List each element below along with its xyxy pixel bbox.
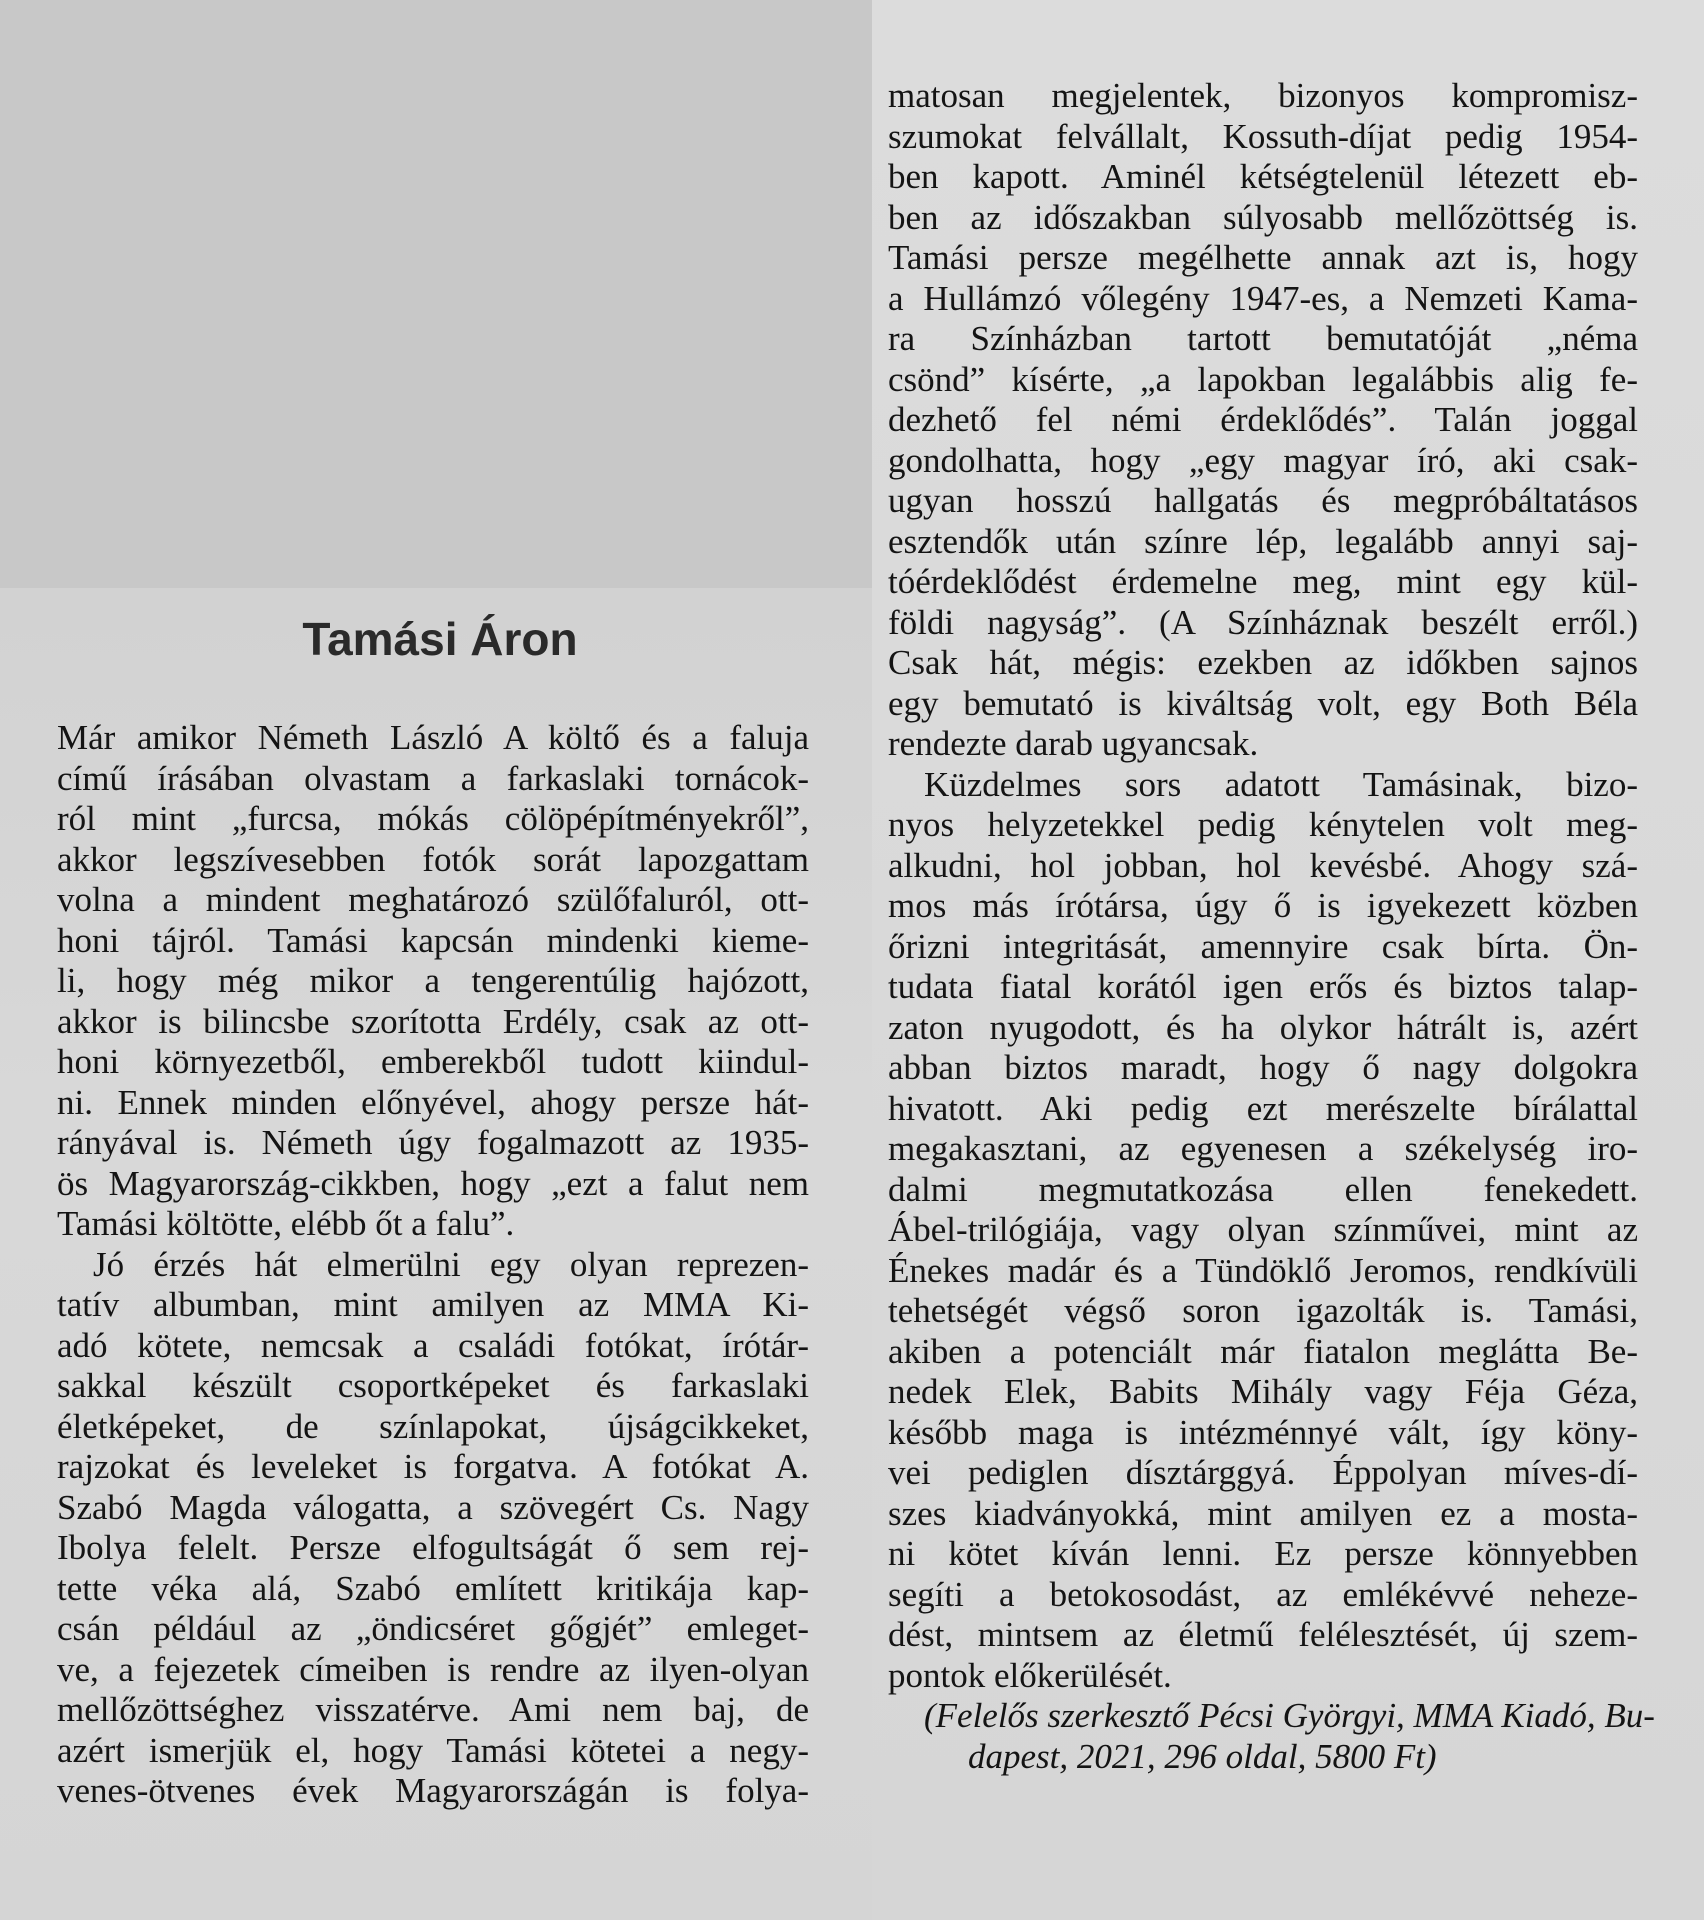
text-line: Tamási költötte, elébb őt a falu”. <box>57 1204 515 1243</box>
text-line: tudata fiatal korától igen erős és biztos talap- <box>888 967 1638 1006</box>
text-line: Csak hát, mégis: ezekben az időkben sajnos <box>888 643 1638 682</box>
text-line: volna a mindent meghatározó szülőfaluról, ott- <box>57 880 809 919</box>
text-line: ni kötet kíván lenni. Ez persze könnyebben <box>888 1534 1638 1573</box>
text-line: rendezte darab ugyancsak. <box>888 724 1259 763</box>
publication-info: dapest, 2021, 296 oldal, 5800 Ft) <box>968 1736 1437 1776</box>
text-line: csönd” kísérte, „a lapokban legalábbis alig fe- <box>888 359 1638 399</box>
text-line: megakasztani, az egyenesen a székelység iro- <box>888 1129 1638 1168</box>
text-line: nedek Elek, Babits Mihály vagy Féja Géza, <box>888 1372 1638 1411</box>
text-line: a Hullámzó vőlegény 1947-es, a Nemzeti Kama- <box>888 278 1638 318</box>
text-line: sakkal készült csoportképeket és farkaslaki <box>57 1366 809 1405</box>
text-line: rajzokat és leveleket is forgatva. A fotókat A. <box>57 1447 809 1486</box>
text-line: matosan megjelentek, bizonyos kompromisz- <box>888 76 1638 115</box>
text-line: ben kapott. Aminél kétségtelenül létezett eb- <box>888 157 1638 196</box>
text-line: honi tájról. Tamási kapcsán mindenki kieme- <box>57 920 809 960</box>
text-line: mellőzöttséghez visszatérve. Ami nem baj, de <box>57 1690 809 1729</box>
text-line: Már amikor Németh László A költő és a faluja <box>57 718 809 757</box>
text-line: földi nagyság”. (A Színháznak beszélt erről.) <box>888 602 1638 642</box>
text-line: szes kiadványokká, mint amilyen ez a mosta- <box>888 1493 1638 1533</box>
text-line: honi környezetből, emberekből tudott kiindul- <box>57 1042 809 1081</box>
right-column <box>888 76 1655 1777</box>
text-line: később maga is intézménnyé vált, így köny- <box>888 1412 1638 1452</box>
article-title: Tamási Áron <box>302 613 578 665</box>
text-line: Ábel-trilógiája, vagy olyan színművei, mint az <box>888 1210 1638 1249</box>
text-line: segíti a betokosodást, az emlékévvé neheze- <box>888 1574 1638 1614</box>
text-line: gondolhatta, hogy „egy magyar író, aki csak- <box>888 440 1638 480</box>
text-line: li, hogy még mikor a tengerentúlig hajózott, <box>57 961 809 1000</box>
text-line: vei pediglen dísztárggyá. Éppolyan míves-dí- <box>888 1453 1638 1492</box>
text-line: nyos helyzetekkel pedig kénytelen volt meg- <box>888 805 1638 844</box>
text-line: ben az időszakban súlyosabb mellőzöttség is. <box>888 197 1638 237</box>
text-line: dést, mintsem az életmű felélesztését, új szem- <box>888 1615 1638 1654</box>
text-line: pontok előkerülését. <box>888 1655 1172 1695</box>
left-column <box>57 718 809 1812</box>
text-line: című írásában olvastam a farkaslaki tornácok- <box>57 758 809 798</box>
text-line: Énekes madár és a Tündöklő Jeromos, rendkívüli <box>888 1250 1638 1290</box>
text-line: akkor is bilincsbe szorította Erdély, csak az ott- <box>57 1001 809 1041</box>
blank-area <box>0 0 872 588</box>
text-line: tette véka alá, Szabó említett kritikája kap- <box>57 1568 809 1608</box>
text-line: akkor legszívesebben fotók sorát lapozgattam <box>57 839 809 879</box>
text-line: csán például az „öndicséret gőgjét” emleget- <box>57 1609 809 1648</box>
text-line: ni. Ennek minden előnyével, ahogy persze hát- <box>57 1082 809 1122</box>
text-line: esztendők után színre lép, legalább annyi saj- <box>888 521 1638 561</box>
text-line: egy bemutató is kiváltság volt, egy Both Béla <box>888 683 1638 723</box>
text-line: ös Magyarország-cikkben, hogy „ezt a falut nem <box>57 1163 809 1203</box>
text-line: ugyan hosszú hallgatás és megpróbáltatásos <box>888 481 1638 520</box>
text-line: zaton nyugodott, és ha olykor hátrált is, azért <box>888 1007 1638 1047</box>
text-line: életképeket, de színlapokat, újságcikkeket, <box>57 1406 809 1446</box>
text-line: akiben a potenciált már fiatalon meglátta Be- <box>888 1331 1638 1371</box>
text-line: adó kötete, nemcsak a családi fotókat, írótár- <box>57 1325 809 1365</box>
text-line: mos más írótársa, úgy ő is igyekezett közben <box>888 886 1638 925</box>
text-line: Jó érzés hát elmerülni egy olyan reprezen- <box>93 1244 809 1284</box>
text-line: ról mint „furcsa, mókás cölöpépítményekről”, <box>57 799 809 838</box>
text-line: dezhető fel némi érdeklődés”. Talán joggal <box>888 400 1638 439</box>
text-line: Ibolya felelt. Persze elfogultságát ő sem rej- <box>57 1528 809 1567</box>
text-line: rányával is. Németh úgy fogalmazott az 1935- <box>57 1123 809 1162</box>
text-line: hivatott. Aki pedig ezt merészelte bírálattal <box>888 1088 1638 1128</box>
text-line: tehetségét végső soron igazolták is. Tamási, <box>888 1291 1638 1330</box>
publication-info: (Felelős szerkesztő Pécsi Györgyi, MMA Kiadó, Bu- <box>924 1696 1655 1735</box>
text-line: tatív albumban, mint amilyen az MMA Ki- <box>57 1285 809 1324</box>
text-line: Küzdelmes sors adatott Tamásinak, bizo- <box>924 764 1638 804</box>
text-line: alkudni, hol jobban, hol kevésbé. Ahogy szá- <box>888 845 1638 885</box>
text-line: venes-ötvenes évek Magyarországán is folya- <box>57 1771 809 1810</box>
text-line: őrizni integritását, amennyire csak bírta. Ön- <box>888 926 1638 966</box>
text-line: abban biztos maradt, hogy ő nagy dolgokra <box>888 1048 1638 1087</box>
text-line: ve, a fejezetek címeiben is rendre az ilyen-olyan <box>57 1649 809 1689</box>
text-line: tóérdeklődést érdemelne meg, mint egy kül- <box>888 562 1638 601</box>
text-line: ra Színházban tartott bemutatóját „néma <box>888 319 1638 358</box>
text-line: Tamási persze megélhette annak azt is, hogy <box>888 238 1638 277</box>
text-line: Szabó Magda válogatta, a szövegért Cs. Nagy <box>57 1487 809 1527</box>
text-line: dalmi megmutatkozása ellen fenekedett. <box>888 1169 1638 1209</box>
text-line: azért ismerjük el, hogy Tamási kötetei a negy- <box>57 1730 809 1770</box>
text-line: szumokat felvállalt, Kossuth-díjat pedig 1954- <box>888 116 1638 156</box>
